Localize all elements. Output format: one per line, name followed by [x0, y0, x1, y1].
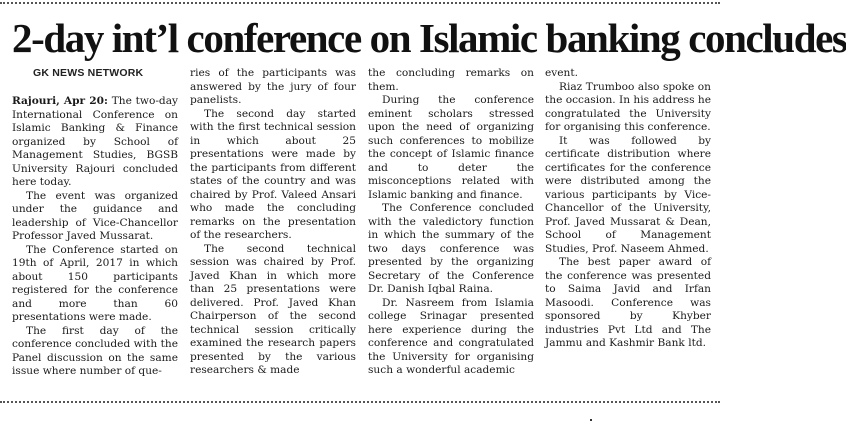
- paragraph: ries of the participants was answered by the jury of four panelists.: [190, 67, 356, 106]
- paragraph: It was followed by certificate distribution where certificates for the conference were distributed among the various participants by Vice-Chancellor of the University, Prof. Javed Mussarat & Dean, School of Management Studies, Prof. Naseem Ahmed.: [545, 134, 711, 255]
- paragraph: event.: [545, 67, 578, 79]
- byline: GK NEWS NETWORK: [33, 67, 144, 79]
- article-column-1: [12, 95, 178, 379]
- article-column-4: [545, 67, 711, 351]
- paragraph: the concluding remarks on them.: [368, 67, 534, 93]
- paragraph: The second day started with the first technical session in which about 25 presentations were made by the participants from different states of the country and was chaired by Prof. Valeed Ansari who made the concluding remarks on the presentation of the researchers.: [190, 107, 356, 241]
- article-headline: 2-day int’l conference on Islamic banking concludes: [12, 15, 846, 61]
- paragraph: The Conference concluded with the valedictory function in which the summary of the two days conference was presented by the organizing Secretary of the Conference Dr. Danish Iqbal Raina.: [368, 202, 534, 295]
- bottom-dotted-rule: [0, 401, 720, 409]
- paragraph: The second technical session was chaired by Prof. Javed Khan in which more than 25 presentations were delivered. Prof. Javed Khan Chairperson of the second technical session critically examined the research papers presented by the various researchers & made: [190, 242, 356, 376]
- article-column-3: [368, 67, 534, 378]
- paragraph: The event was organized under the guidance and leadership of Vice-Chancellor Professor Javed Mussarat.: [12, 189, 178, 242]
- paragraph: Riaz Trumboo also spoke on the occasion. In his address he congratulated the University for organising this conference.: [545, 80, 711, 133]
- paragraph: During the conference eminent scholars stressed upon the need of organizing such conferences to mobilize the concept of Islamic finance and to deter the misconceptions related with Islamic banking and finance.: [368, 94, 534, 201]
- dateline: Rajouri, Apr 20:: [12, 95, 108, 107]
- paragraph: Dr. Nasreem from Islamia college Srinagar presented here experience during the conference and congratulated the University for organising such a wonderful academic: [368, 296, 534, 376]
- paragraph: The best paper award of the conference was presented to Saima Javid and Irfan Masoodi. Conference was sponsored by Khyber industries Pvt Ltd and The Jammu and Kashmir Bank ltd.: [545, 256, 711, 349]
- lead-paragraph: Rajouri, Apr 20: The two-day International Conference on Islamic Banking & Finance organized by School of Management Studies, BGSB University Rajouri concluded here today.: [12, 95, 178, 188]
- top-dotted-rule: [0, 2, 720, 10]
- paragraph: The Conference started on 19th of April, 2017 in which about 150 participants registered for the conference and more than 60 presentations were made.: [12, 243, 178, 323]
- print-speck: [590, 419, 592, 421]
- paragraph: The first day of the conference concluded with the Panel discussion on the same issue where number of que-: [12, 324, 178, 377]
- article-column-2: [190, 67, 356, 378]
